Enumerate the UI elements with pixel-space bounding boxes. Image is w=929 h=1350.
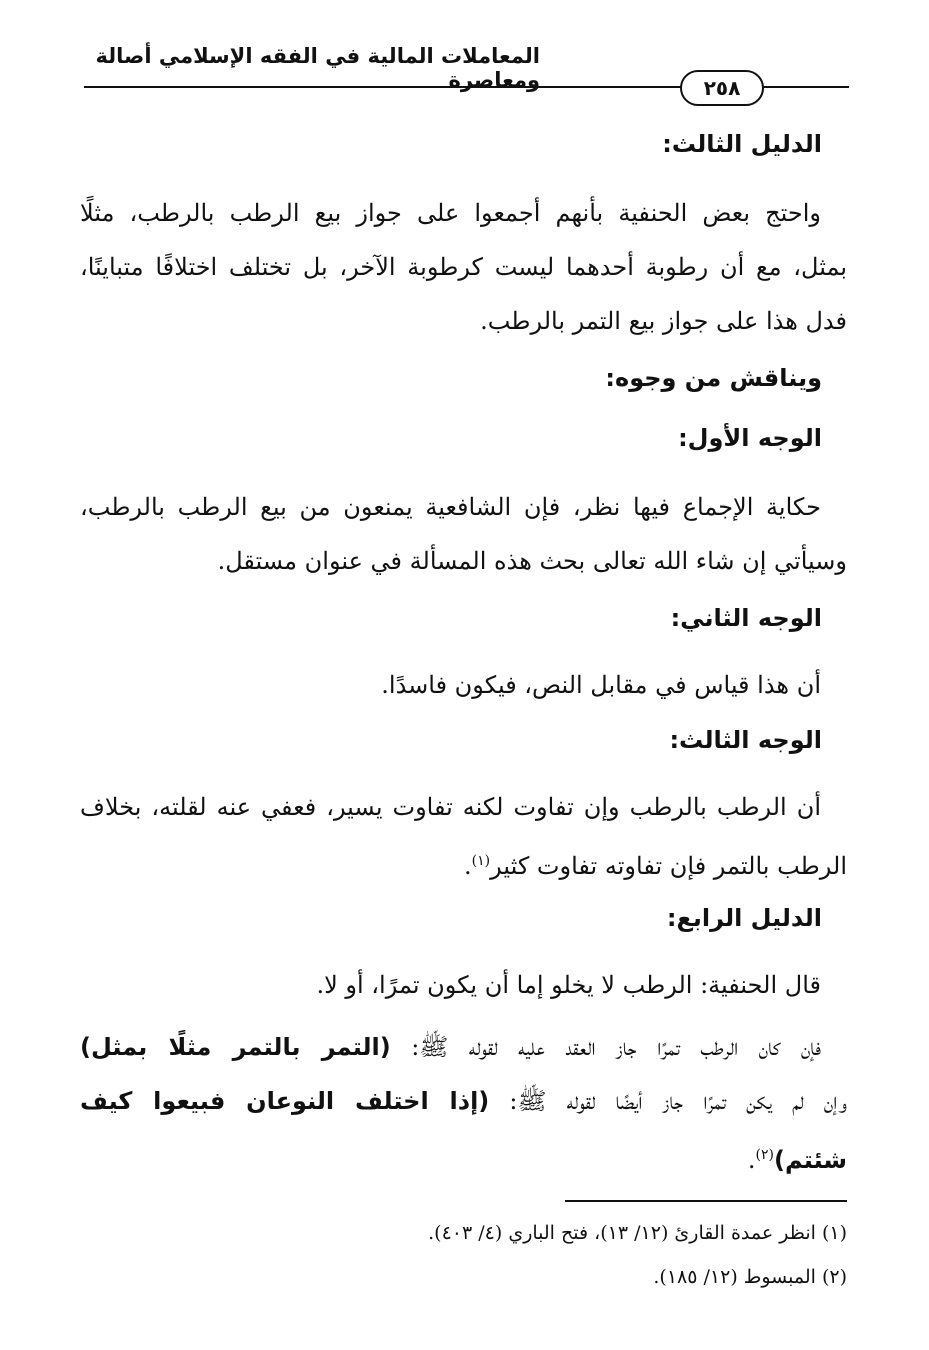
heading-fourth-evidence: الدليل الرابع: <box>666 904 822 932</box>
text-segment: . <box>464 852 472 880</box>
text-line: أن الرطب بالرطب وإن تفاوت لكنه تفاوت يسير، فعفي عنه لقلته، بخلاف <box>80 793 821 821</box>
hadith-quote: (التمر بالتمر مثلًا بمثل) <box>80 1033 391 1061</box>
heading-discussion: ويناقش من وجوه: <box>605 364 822 392</box>
footnote-ref-1[interactable]: (١) <box>471 853 491 869</box>
section-heading-third-evidence: الدليل الثالث: <box>662 130 822 158</box>
text-line: حكاية الإجماع فيها نظر، فإن الشافعية يمنعون من بيع الرطب بالرطب، <box>80 493 821 521</box>
text-line: بمثل، مع أن رطوبة أحدهما ليست كرطوبة الآخر، بل تختلف اختلافًا متباينًا، <box>80 253 847 281</box>
heading-first-aspect: الوجه الأول: <box>678 424 822 452</box>
text-line <box>80 1020 847 1074</box>
text-segment: فإن كان الرطب تمرًا جاز العقد عليه لقوله ﷺ: <box>390 1033 822 1061</box>
footnote-1: (١) انظر عمدة القارئ (١٢/ ١٣)، فتح الباري (٤/ ٤٠٣). <box>428 1222 847 1244</box>
text-line: وسيأتي إن شاء الله تعالى بحث هذه المسألة في عنوان مستقل. <box>217 547 847 575</box>
text-line <box>80 834 847 888</box>
page-number: ٢٥٨ <box>680 70 764 106</box>
text-segment: وإن لم يكن تمرًا جاز أيضًا لقوله ﷺ: <box>489 1087 847 1115</box>
heading-second-aspect: الوجه الثاني: <box>670 604 822 632</box>
text-line: قال الحنفية: الرطب لا يخلو إما أن يكون تمرًا، أو لا. <box>316 971 821 999</box>
paragraph-hanafi-claim <box>80 958 847 1012</box>
text-segment: الرطب بالتمر فإن تفاوته تفاوت كثير <box>490 852 847 880</box>
footnote-2: (٢) المبسوط (١٢/ ١٨٥). <box>653 1266 847 1288</box>
paragraph-hanafi-argument <box>80 186 847 348</box>
paragraph-second-aspect <box>80 658 847 712</box>
paragraph-first-aspect <box>80 480 847 588</box>
hadith-quote: شئتم) <box>774 1146 847 1174</box>
text-line: أن هذا قياس في مقابل النص، فيكون فاسدًا. <box>381 671 821 699</box>
paragraph-third-aspect <box>80 780 847 888</box>
text-line <box>80 1074 847 1128</box>
paragraph-hadith-cases <box>80 1020 847 1182</box>
running-header-title: المعاملات المالية في الفقه الإسلامي أصالة ومعاصرة <box>95 44 540 92</box>
footnote-separator <box>565 1200 847 1202</box>
footnote-ref-2[interactable]: (٢) <box>755 1147 775 1163</box>
hadith-quote: (إذا اختلف النوعان فبيعوا كيف <box>80 1087 490 1115</box>
text-line: فدل هذا على جواز بيع التمر بالرطب. <box>480 307 847 335</box>
text-line <box>80 1128 847 1182</box>
text-segment: . <box>747 1146 756 1174</box>
heading-third-aspect: الوجه الثالث: <box>669 726 822 754</box>
text-line: واحتج بعض الحنفية بأنهم أجمعوا على جواز بيع الرطب بالرطب، مثلًا <box>80 199 821 227</box>
